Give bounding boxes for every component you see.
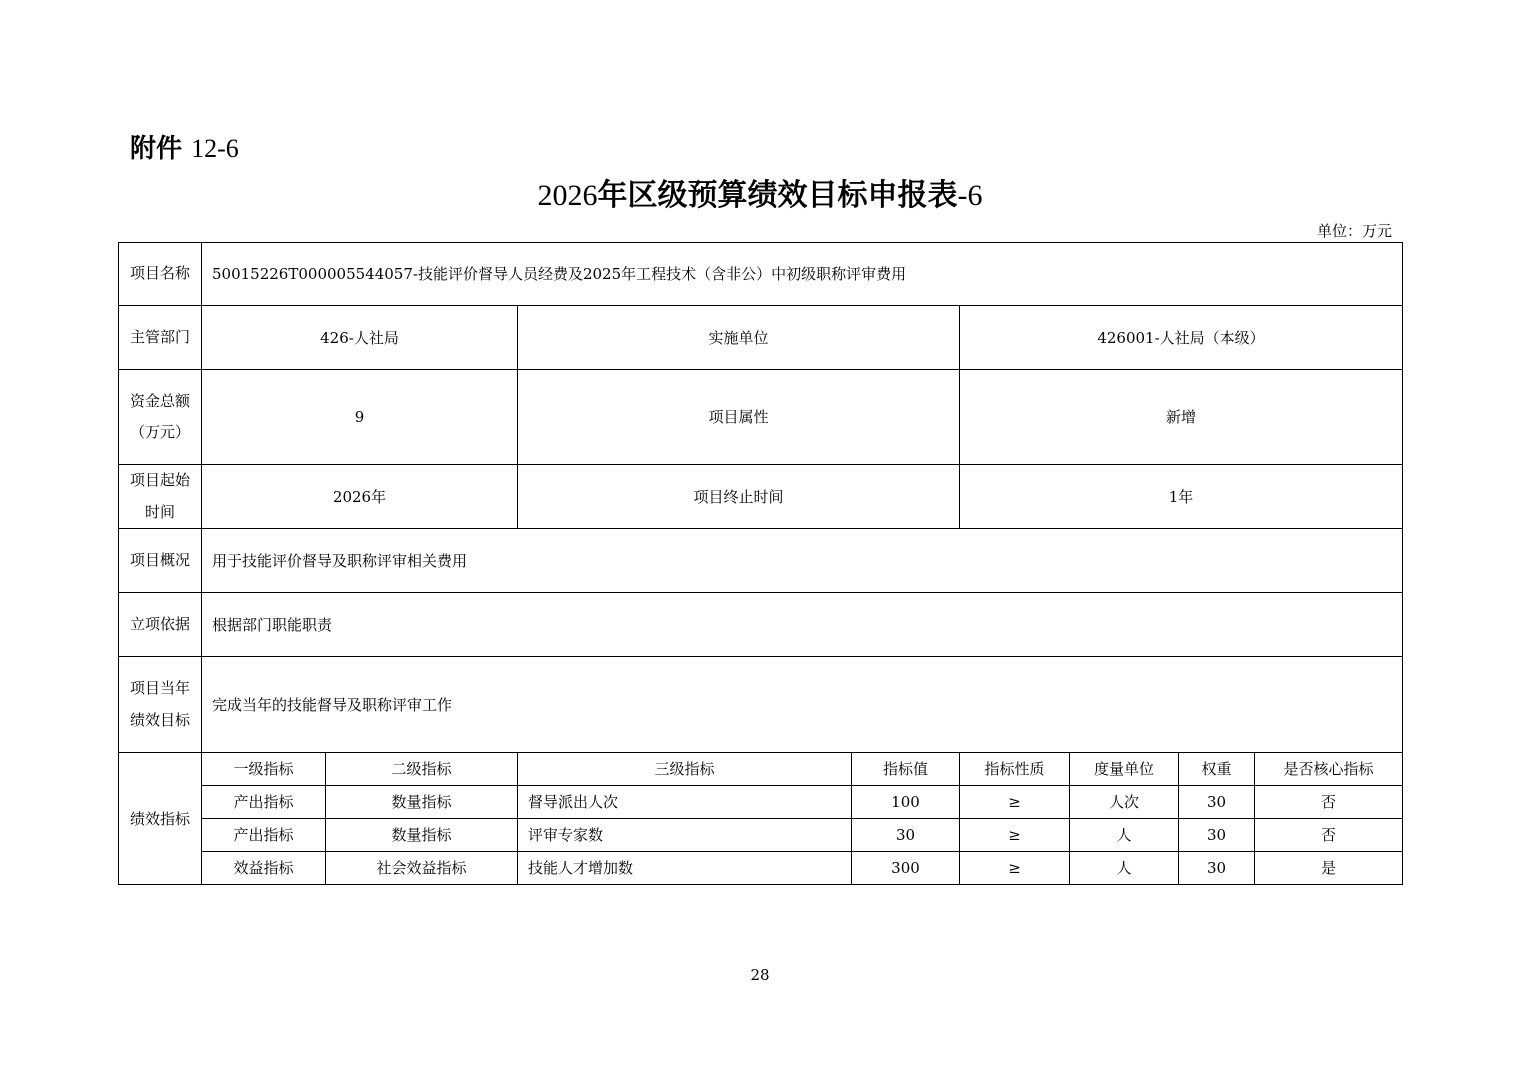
unit-label: 单位：万元 <box>1316 222 1392 240</box>
table-cell: 效益指标 <box>202 852 326 885</box>
annex-prefix: 附件 <box>130 134 183 164</box>
indicator-header-row <box>119 753 1403 786</box>
basis-value: 根据部门职能职责 <box>202 593 1403 657</box>
table-cell: ≥ <box>960 852 1070 885</box>
end-label: 项目终止时间 <box>518 465 960 529</box>
start-label: 项目起始时间 <box>119 465 202 529</box>
table-cell: 是 <box>1255 852 1403 885</box>
table-row <box>119 852 1403 885</box>
annex-number: 12-6 <box>191 134 239 163</box>
indicator-label: 绩效指标 <box>119 753 202 885</box>
attr-label: 项目属性 <box>518 370 960 465</box>
overview-label: 项目概况 <box>119 529 202 593</box>
row-basis <box>119 593 1403 657</box>
start-value: 2026年 <box>202 465 518 529</box>
row-fund <box>119 370 1403 465</box>
impl-value: 426001-人社局（本级） <box>960 306 1403 370</box>
table-cell: 数量指标 <box>326 819 518 852</box>
table-cell: 否 <box>1255 786 1403 819</box>
table-cell: 人 <box>1070 852 1179 885</box>
title-year: 2026 <box>537 179 598 212</box>
row-department <box>119 306 1403 370</box>
goal-value: 完成当年的技能督导及职称评审工作 <box>202 657 1403 753</box>
col-header: 指标值 <box>852 753 960 786</box>
title-suffix: -6 <box>957 179 983 212</box>
table-cell: 产出指标 <box>202 786 326 819</box>
goal-label: 项目当年绩效目标 <box>119 657 202 753</box>
table-cell: 数量指标 <box>326 786 518 819</box>
table-cell: 评审专家数 <box>518 819 852 852</box>
row-overview <box>119 529 1403 593</box>
annex-label <box>130 131 239 167</box>
table-cell: 30 <box>852 819 960 852</box>
page-number: 28 <box>750 966 770 984</box>
col-header: 一级指标 <box>202 753 326 786</box>
row-period <box>119 465 1403 529</box>
table-cell: 300 <box>852 852 960 885</box>
dept-value: 426-人社局 <box>202 306 518 370</box>
col-header: 指标性质 <box>960 753 1070 786</box>
project-name-label: 项目名称 <box>119 243 202 306</box>
row-goal <box>119 657 1403 753</box>
table-cell: 督导派出人次 <box>518 786 852 819</box>
performance-target-table <box>118 242 1403 885</box>
overview-value: 用于技能评价督导及职称评审相关费用 <box>202 529 1403 593</box>
table-cell: 产出指标 <box>202 819 326 852</box>
col-header: 度量单位 <box>1070 753 1179 786</box>
title-main: 年区级预算绩效目标申报表 <box>597 178 958 213</box>
table-row <box>119 819 1403 852</box>
table-cell: ≥ <box>960 819 1070 852</box>
fund-label: 资金总额（万元） <box>119 370 202 465</box>
table-cell: 100 <box>852 786 960 819</box>
page-title <box>0 176 1520 216</box>
table-cell: 技能人才增加数 <box>518 852 852 885</box>
attr-value: 新增 <box>960 370 1403 465</box>
table-cell: 否 <box>1255 819 1403 852</box>
table-cell: 30 <box>1179 819 1255 852</box>
col-header: 三级指标 <box>518 753 852 786</box>
row-project-name <box>119 243 1403 306</box>
impl-label: 实施单位 <box>518 306 960 370</box>
col-header: 二级指标 <box>326 753 518 786</box>
dept-label: 主管部门 <box>119 306 202 370</box>
table-cell: 人 <box>1070 819 1179 852</box>
project-name-value: 50015226T000005544057-技能评价督导人员经费及2025年工程技术（含非公）中初级职称评审费用 <box>202 243 1403 306</box>
fund-value: 9 <box>202 370 518 465</box>
col-header: 是否核心指标 <box>1255 753 1403 786</box>
table-row <box>119 786 1403 819</box>
table-cell: 30 <box>1179 786 1255 819</box>
table-cell: ≥ <box>960 786 1070 819</box>
col-header: 权重 <box>1179 753 1255 786</box>
table-cell: 人次 <box>1070 786 1179 819</box>
table-cell: 社会效益指标 <box>326 852 518 885</box>
table-cell: 30 <box>1179 852 1255 885</box>
end-value: 1年 <box>960 465 1403 529</box>
basis-label: 立项依据 <box>119 593 202 657</box>
